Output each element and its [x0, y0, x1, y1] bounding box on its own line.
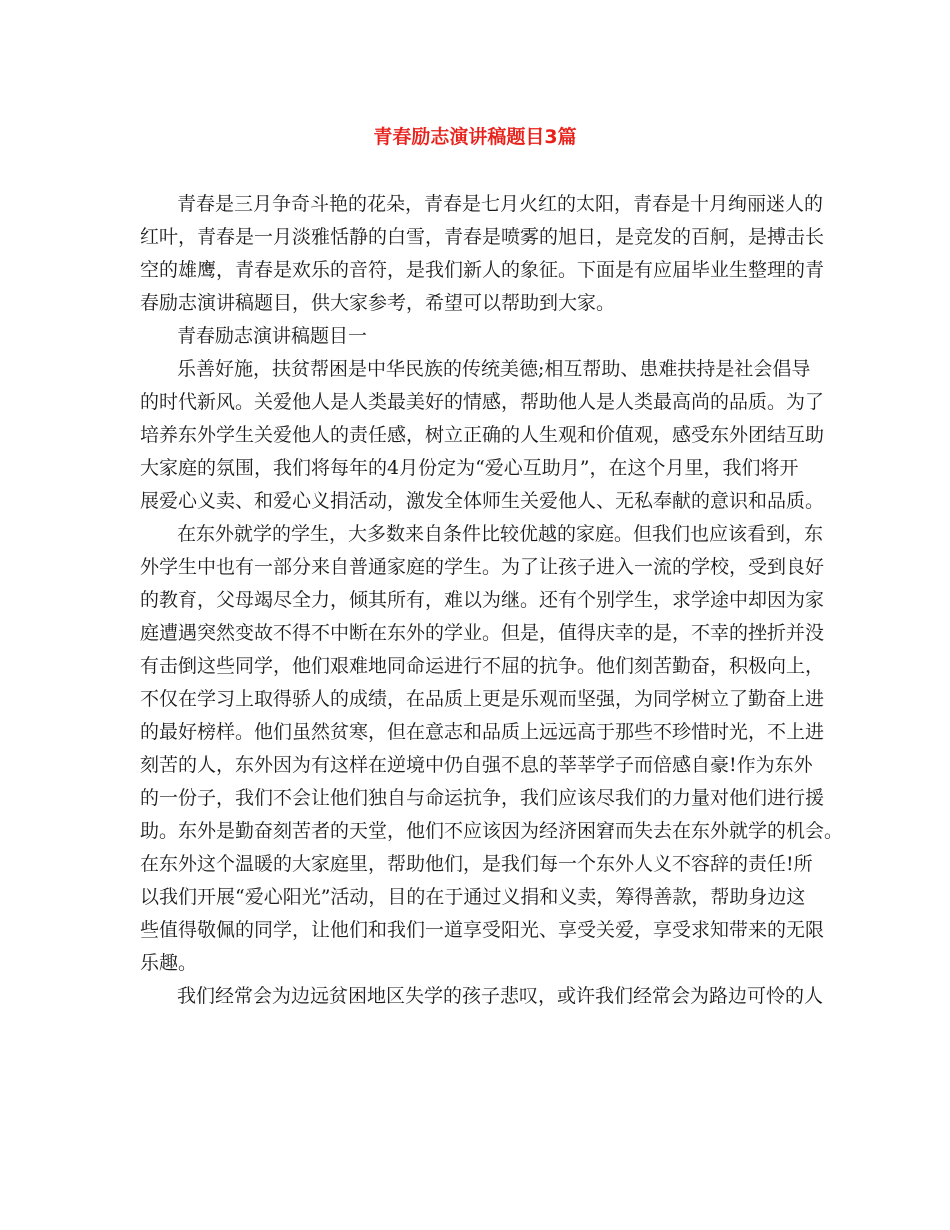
text-line: 在东外这个温暖的大家庭里，帮助他们，是我们每一个东外人义不容辞的责任!所	[140, 853, 813, 875]
text-line: 助。东外是勤奋刻苦者的天堂，他们不应该因为经济困窘而失去在东外就学的机会。	[140, 820, 844, 842]
text-line: 些值得敬佩的同学，让他们和我们一道享受阳光、享受关爱，享受求知带来的无限	[140, 919, 825, 941]
text-line: 的教育，父母竭尽全力，倾其所有，难以为继。还有个别学生，求学途中却因为家	[140, 589, 825, 611]
text-line: 培养东外学生关爱他人的责任感，树立正确的人生观和价值观，感受东外团结互助	[140, 424, 825, 446]
text-line: 大家庭的氛围，我们将每年的4月份定为“爱心互助月”，在这个月里，我们将开	[140, 457, 799, 479]
text-line: 青春是三月争奇斗艳的花朵，青春是七月火红的太阳，青春是十月绚丽迷人的	[177, 193, 824, 215]
text-line: 我们经常会为边远贫困地区失学的孩子悲叹，或许我们经常会为路边可怜的人	[177, 985, 824, 1007]
text-line: 的时代新风。关爱他人是人类最美好的情感，帮助他人是人类最高尚的品质。为了	[140, 391, 825, 413]
text-line: 不仅在学习上取得骄人的成绩，在品质上更是乐观而坚强，为同学树立了勤奋上进	[140, 688, 825, 710]
document-title: 青春励志演讲稿题目3篇	[373, 126, 577, 148]
text-line: 乐趣。	[140, 952, 198, 974]
section-heading: 青春励志演讲稿题目一	[177, 325, 368, 347]
text-line: 乐善好施，扶贫帮困是中华民族的传统美德;相互帮助、患难扶持是社会倡导	[177, 358, 811, 380]
text-line: 在东外就学的学生，大多数来自条件比较优越的家庭。但我们也应该看到，东	[177, 523, 824, 545]
text-line: 空的雄鹰，青春是欢乐的音符，是我们新人的象征。下面是有应届毕业生整理的青	[140, 259, 825, 281]
document-body	[140, 188, 844, 1013]
text-line: 红叶，青春是一月淡雅恬静的白雪，青春是喷雾的旭日，是竞发的百舸，是搏击长	[140, 226, 825, 248]
text-line: 有击倒这些同学，他们艰难地同命运进行不屈的抗争。他们刻苦勤奋，积极向上，	[140, 655, 825, 677]
text-line: 外学生中也有一部分来自普通家庭的学生。为了让孩子进入一流的学校，受到良好	[140, 556, 825, 578]
text-line: 春励志演讲稿题目，供大家参考，希望可以帮助到大家。	[140, 292, 616, 314]
text-line: 以我们开展“爱心阳光”活动，目的在于通过义捐和义卖，筹得善款，帮助身边这	[140, 886, 806, 908]
text-line: 刻苦的人，东外因为有这样在逆境中仍自强不息的莘莘学子而倍感自豪!作为东外	[140, 754, 813, 776]
text-line: 庭遭遇突然变故不得不中断在东外的学业。但是，值得庆幸的是，不幸的挫折并没	[140, 622, 825, 644]
text-line: 的最好榜样。他们虽然贫寒，但在意志和品质上远远高于那些不珍惜时光，不上进	[140, 721, 825, 743]
text-line: 的一份子，我们不会让他们独自与命运抗争，我们应该尽我们的力量对他们进行援	[140, 787, 825, 809]
text-line: 展爱心义卖、和爱心义捐活动，激发全体师生关爱他人、无私奉献的意识和品质。	[140, 490, 825, 512]
